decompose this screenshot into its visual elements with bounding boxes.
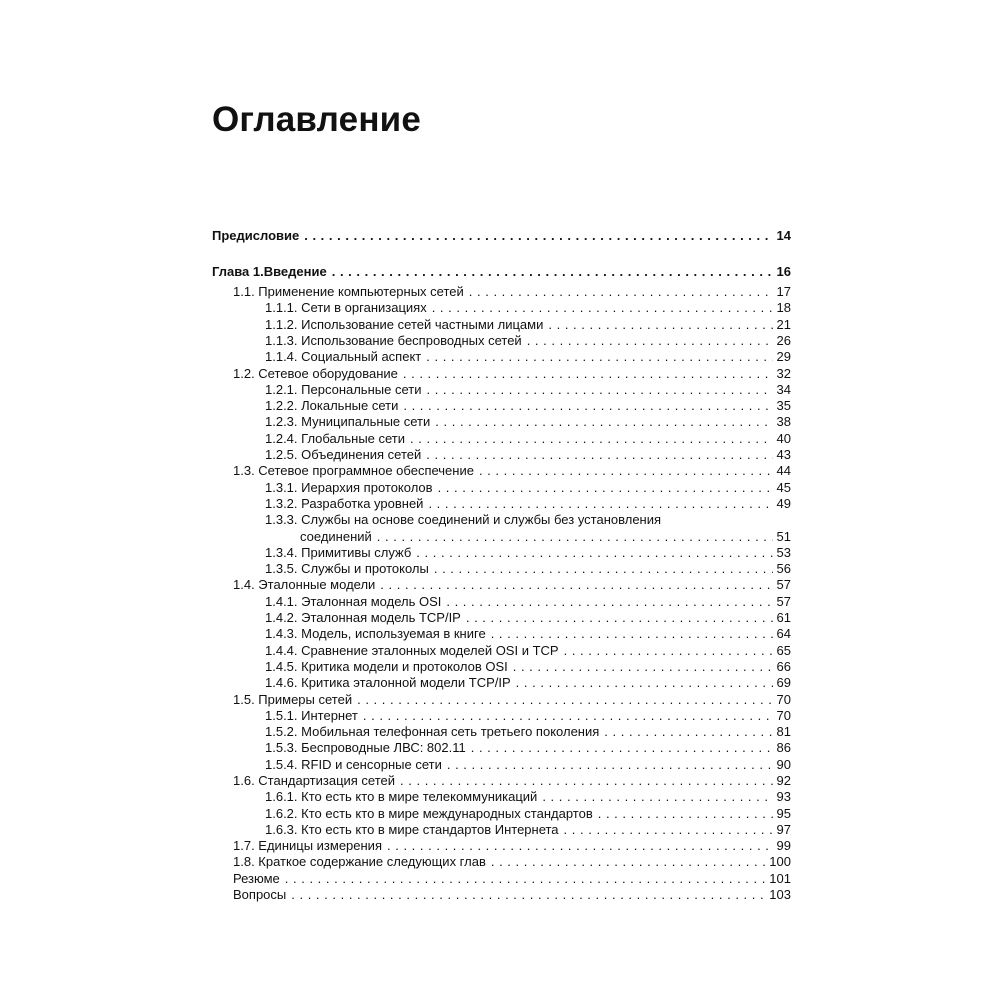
toc-entry-page: 66: [776, 658, 791, 674]
toc-entry-page: 69: [776, 675, 791, 691]
toc-entry-page: 26: [776, 332, 791, 348]
dot-leader: [291, 887, 765, 903]
toc-entry[interactable]: [212, 708, 791, 724]
toc-entry-page: 44: [776, 463, 791, 479]
toc-entry-page: 29: [776, 349, 791, 365]
toc-entry-label: 1.3.1. Иерархия протоколов: [265, 479, 433, 495]
toc-entry-page: 90: [776, 756, 791, 772]
dot-leader: [380, 577, 772, 593]
dot-leader: [432, 300, 773, 316]
toc-entry-label: 1.5.3. Беспроводные ЛВС: 802.11: [265, 740, 466, 756]
toc-entry-label: 1.1.4. Социальный аспект: [265, 349, 422, 365]
page-title: Оглавление: [212, 100, 422, 139]
dot-leader: [471, 740, 773, 756]
toc-entry[interactable]: [212, 577, 791, 593]
toc-entry-first-line[interactable]: [212, 512, 791, 528]
toc-entry[interactable]: [212, 300, 791, 316]
toc-entry-page: 93: [776, 789, 791, 805]
dot-leader: [491, 626, 773, 642]
toc-entry[interactable]: [212, 496, 791, 512]
dot-leader: [400, 773, 773, 789]
dot-leader: [516, 675, 773, 691]
toc-entry-page: 17: [776, 284, 791, 300]
dot-leader: [304, 228, 772, 244]
toc-entry-page: 32: [776, 365, 791, 381]
toc-entry-page: 40: [776, 430, 791, 446]
toc-entry-label: 1.3.2. Разработка уровней: [265, 495, 424, 511]
toc-entry[interactable]: [212, 806, 791, 822]
toc-entry-label: 1.1.1. Сети в организациях: [265, 300, 427, 316]
toc-entry-page: 92: [776, 773, 791, 788]
dot-leader: [446, 594, 772, 610]
toc-entry[interactable]: [212, 838, 791, 854]
toc-entry[interactable]: [212, 366, 791, 382]
toc-entry[interactable]: [212, 643, 791, 659]
toc-entry-label: 1.2. Сетевое оборудование: [233, 365, 398, 381]
toc-entry-label: 1.4.6. Критика эталонной модели TCP/IP: [265, 675, 511, 691]
dot-leader: [479, 463, 773, 479]
toc-entry[interactable]: [212, 789, 791, 805]
toc-entry-label: 1.3.5. Службы и протоколы: [265, 561, 429, 577]
dot-leader: [410, 431, 773, 447]
toc-entry-page: 16: [776, 263, 791, 279]
toc-entry-label: 1.6.2. Кто есть кто в мире международных стандартов: [265, 805, 593, 821]
toc-entry[interactable]: [212, 659, 791, 675]
toc-entry[interactable]: [212, 594, 791, 610]
toc-entry-continuation: соединений: [300, 528, 372, 544]
toc-entry-label: 1.2.5. Объединения сетей: [265, 447, 422, 463]
toc-entry[interactable]: [212, 447, 791, 463]
toc-entry-label: 1.2.3. Муниципальные сети: [265, 414, 431, 430]
dot-leader: [387, 838, 773, 854]
toc-entry-page: 103: [769, 887, 791, 903]
toc-entry-label: 1.3. Сетевое программное обеспечение: [233, 463, 474, 479]
toc-entry-page: 70: [776, 691, 791, 707]
toc-entry-label: 1.2.1. Персональные сети: [265, 381, 422, 397]
dot-leader: [332, 264, 773, 280]
dot-leader: [542, 789, 772, 805]
toc-entry-label: 1.1.2. Использование сетей частными лицами: [265, 316, 544, 332]
toc-entry-page: 56: [776, 561, 791, 577]
dot-leader: [403, 398, 772, 414]
dot-leader: [564, 822, 773, 838]
toc-entry[interactable]: [212, 414, 791, 430]
toc-entry-label: 1.1.3. Использование беспроводных сетей: [265, 332, 522, 348]
toc-entry-label: 1.6.3. Кто есть кто в мире стандартов Интернета: [265, 821, 559, 837]
toc-entry-page: 53: [776, 544, 791, 560]
toc-entry-label: 1.4.2. Эталонная модель TCP/IP: [265, 610, 461, 626]
toc-entry-page: 70: [776, 707, 791, 723]
toc-entry[interactable]: [212, 317, 791, 333]
toc-entry-page: 18: [776, 300, 791, 316]
toc-entry[interactable]: [212, 349, 791, 365]
toc-entry-page: 99: [776, 838, 791, 854]
toc-entry-page: 51: [776, 528, 791, 544]
toc-entry-page: 21: [776, 316, 791, 332]
toc-entry[interactable]: [212, 545, 791, 561]
toc-entry[interactable]: [212, 887, 791, 903]
toc-entry-label: 1.4.4. Сравнение эталонных моделей OSI и TCP: [265, 642, 559, 658]
toc-entry[interactable]: [212, 431, 791, 447]
toc-entry[interactable]: [212, 773, 791, 789]
toc-entry-label: Предисловие: [212, 228, 300, 243]
dot-leader: [426, 447, 772, 463]
toc-entry-page: 57: [776, 593, 791, 609]
toc-entry-page: 101: [769, 870, 791, 886]
toc-entry[interactable]: [212, 561, 791, 577]
toc-entry-label: 1.3.3. Службы на основе соединений и службы без установления: [265, 512, 662, 528]
dot-leader: [513, 659, 773, 675]
toc-entry-page: 35: [776, 398, 791, 414]
toc-entry-label: 1.5.2. Мобильная телефонная сеть третьего поколения: [265, 724, 600, 740]
toc-entry-page: 14: [776, 228, 791, 243]
dot-leader: [438, 480, 773, 496]
dot-leader: [435, 414, 772, 430]
toc-entry-page: 100: [769, 854, 791, 870]
dot-leader: [527, 333, 773, 349]
toc-entry-page: 57: [776, 577, 791, 593]
toc-entry[interactable]: [212, 854, 791, 870]
toc-entry-preface[interactable]: [212, 228, 791, 244]
table-of-contents: [212, 228, 791, 903]
toc-entry[interactable]: [212, 724, 791, 740]
dot-leader: [598, 806, 773, 822]
dot-leader: [357, 692, 772, 708]
dot-leader: [548, 317, 772, 333]
toc-entry[interactable]: [212, 610, 791, 626]
dot-leader: [564, 643, 773, 659]
toc-entry-label: Глава 1.Введение: [212, 263, 327, 279]
toc-entry[interactable]: [212, 382, 791, 398]
dot-leader: [363, 708, 773, 724]
toc-entry-page: 95: [776, 805, 791, 821]
toc-entry-label: 1.3.4. Примитивы служб: [265, 544, 412, 560]
dot-leader: [426, 349, 772, 365]
toc-entry-label: 1.5. Примеры сетей: [233, 691, 353, 707]
dot-leader: [377, 529, 773, 545]
dot-leader: [428, 496, 772, 512]
toc-entry-label: 1.6.1. Кто есть кто в мире телекоммуникаций: [265, 789, 538, 805]
dot-leader: [466, 610, 773, 626]
toc-entry-label: 1.2.4. Глобальные сети: [265, 430, 406, 446]
toc-entry-page: 34: [776, 381, 791, 397]
dot-leader: [416, 545, 772, 561]
toc-entry[interactable]: [212, 529, 791, 545]
toc-entry-page: 86: [776, 740, 791, 756]
toc-entry-label: 1.5.4. RFID и сенсорные сети: [265, 756, 442, 772]
toc-entry-label: 1.4.3. Модель, используемая в книге: [265, 626, 486, 642]
toc-entry-label: 1.4.1. Эталонная модель OSI: [265, 593, 442, 609]
dot-leader: [447, 757, 773, 773]
toc-entry-label: 1.4.5. Критика модели и протоколов OSI: [265, 658, 508, 674]
toc-entry-label: 1.1. Применение компьютерных сетей: [233, 284, 464, 300]
toc-entry-page: 38: [776, 414, 791, 430]
toc-entry[interactable]: [212, 333, 791, 349]
toc-entry-label: 1.4. Эталонные модели: [233, 577, 376, 593]
dot-leader: [491, 854, 765, 870]
toc-entries: [212, 284, 791, 903]
toc-entry[interactable]: [212, 675, 791, 691]
toc-entry-label: Резюме: [233, 870, 280, 886]
toc-entry[interactable]: [212, 398, 791, 414]
dot-leader: [403, 366, 773, 382]
toc-entry-label: Вопросы: [233, 887, 287, 903]
toc-entry-label: 1.2.2. Локальные сети: [265, 398, 399, 414]
toc-entry[interactable]: [212, 692, 791, 708]
toc-entry-label: 1.7. Единицы измерения: [233, 838, 382, 854]
toc-entry-page: 64: [776, 626, 791, 642]
toc-entry[interactable]: [212, 626, 791, 642]
toc-entry-page: 81: [776, 724, 791, 740]
toc-entry-page: 45: [776, 479, 791, 495]
toc-entry[interactable]: [212, 740, 791, 756]
toc-entry[interactable]: [212, 757, 791, 773]
dot-leader: [285, 871, 766, 887]
toc-entry-page: 43: [776, 447, 791, 463]
toc-entry[interactable]: [212, 284, 791, 300]
toc-entry-label: 1.5.1. Интернет: [265, 707, 358, 723]
toc-entry-page: 97: [776, 821, 791, 837]
toc-entry[interactable]: [212, 822, 791, 838]
dot-leader: [434, 561, 773, 577]
dot-leader: [426, 382, 772, 398]
dot-leader: [469, 284, 773, 300]
toc-entry-label: 1.6. Стандартизация сетей: [233, 773, 396, 788]
toc-entry-page: 49: [776, 495, 791, 511]
toc-entry-chapter[interactable]: [212, 264, 791, 280]
toc-entry-page: 65: [776, 642, 791, 658]
toc-entry[interactable]: [212, 463, 791, 479]
toc-entry[interactable]: [212, 871, 791, 887]
toc-entry[interactable]: [212, 480, 791, 496]
toc-entry-page: 61: [776, 610, 791, 626]
dot-leader: [604, 724, 772, 740]
toc-entry-label: 1.8. Краткое содержание следующих глав: [233, 854, 486, 870]
